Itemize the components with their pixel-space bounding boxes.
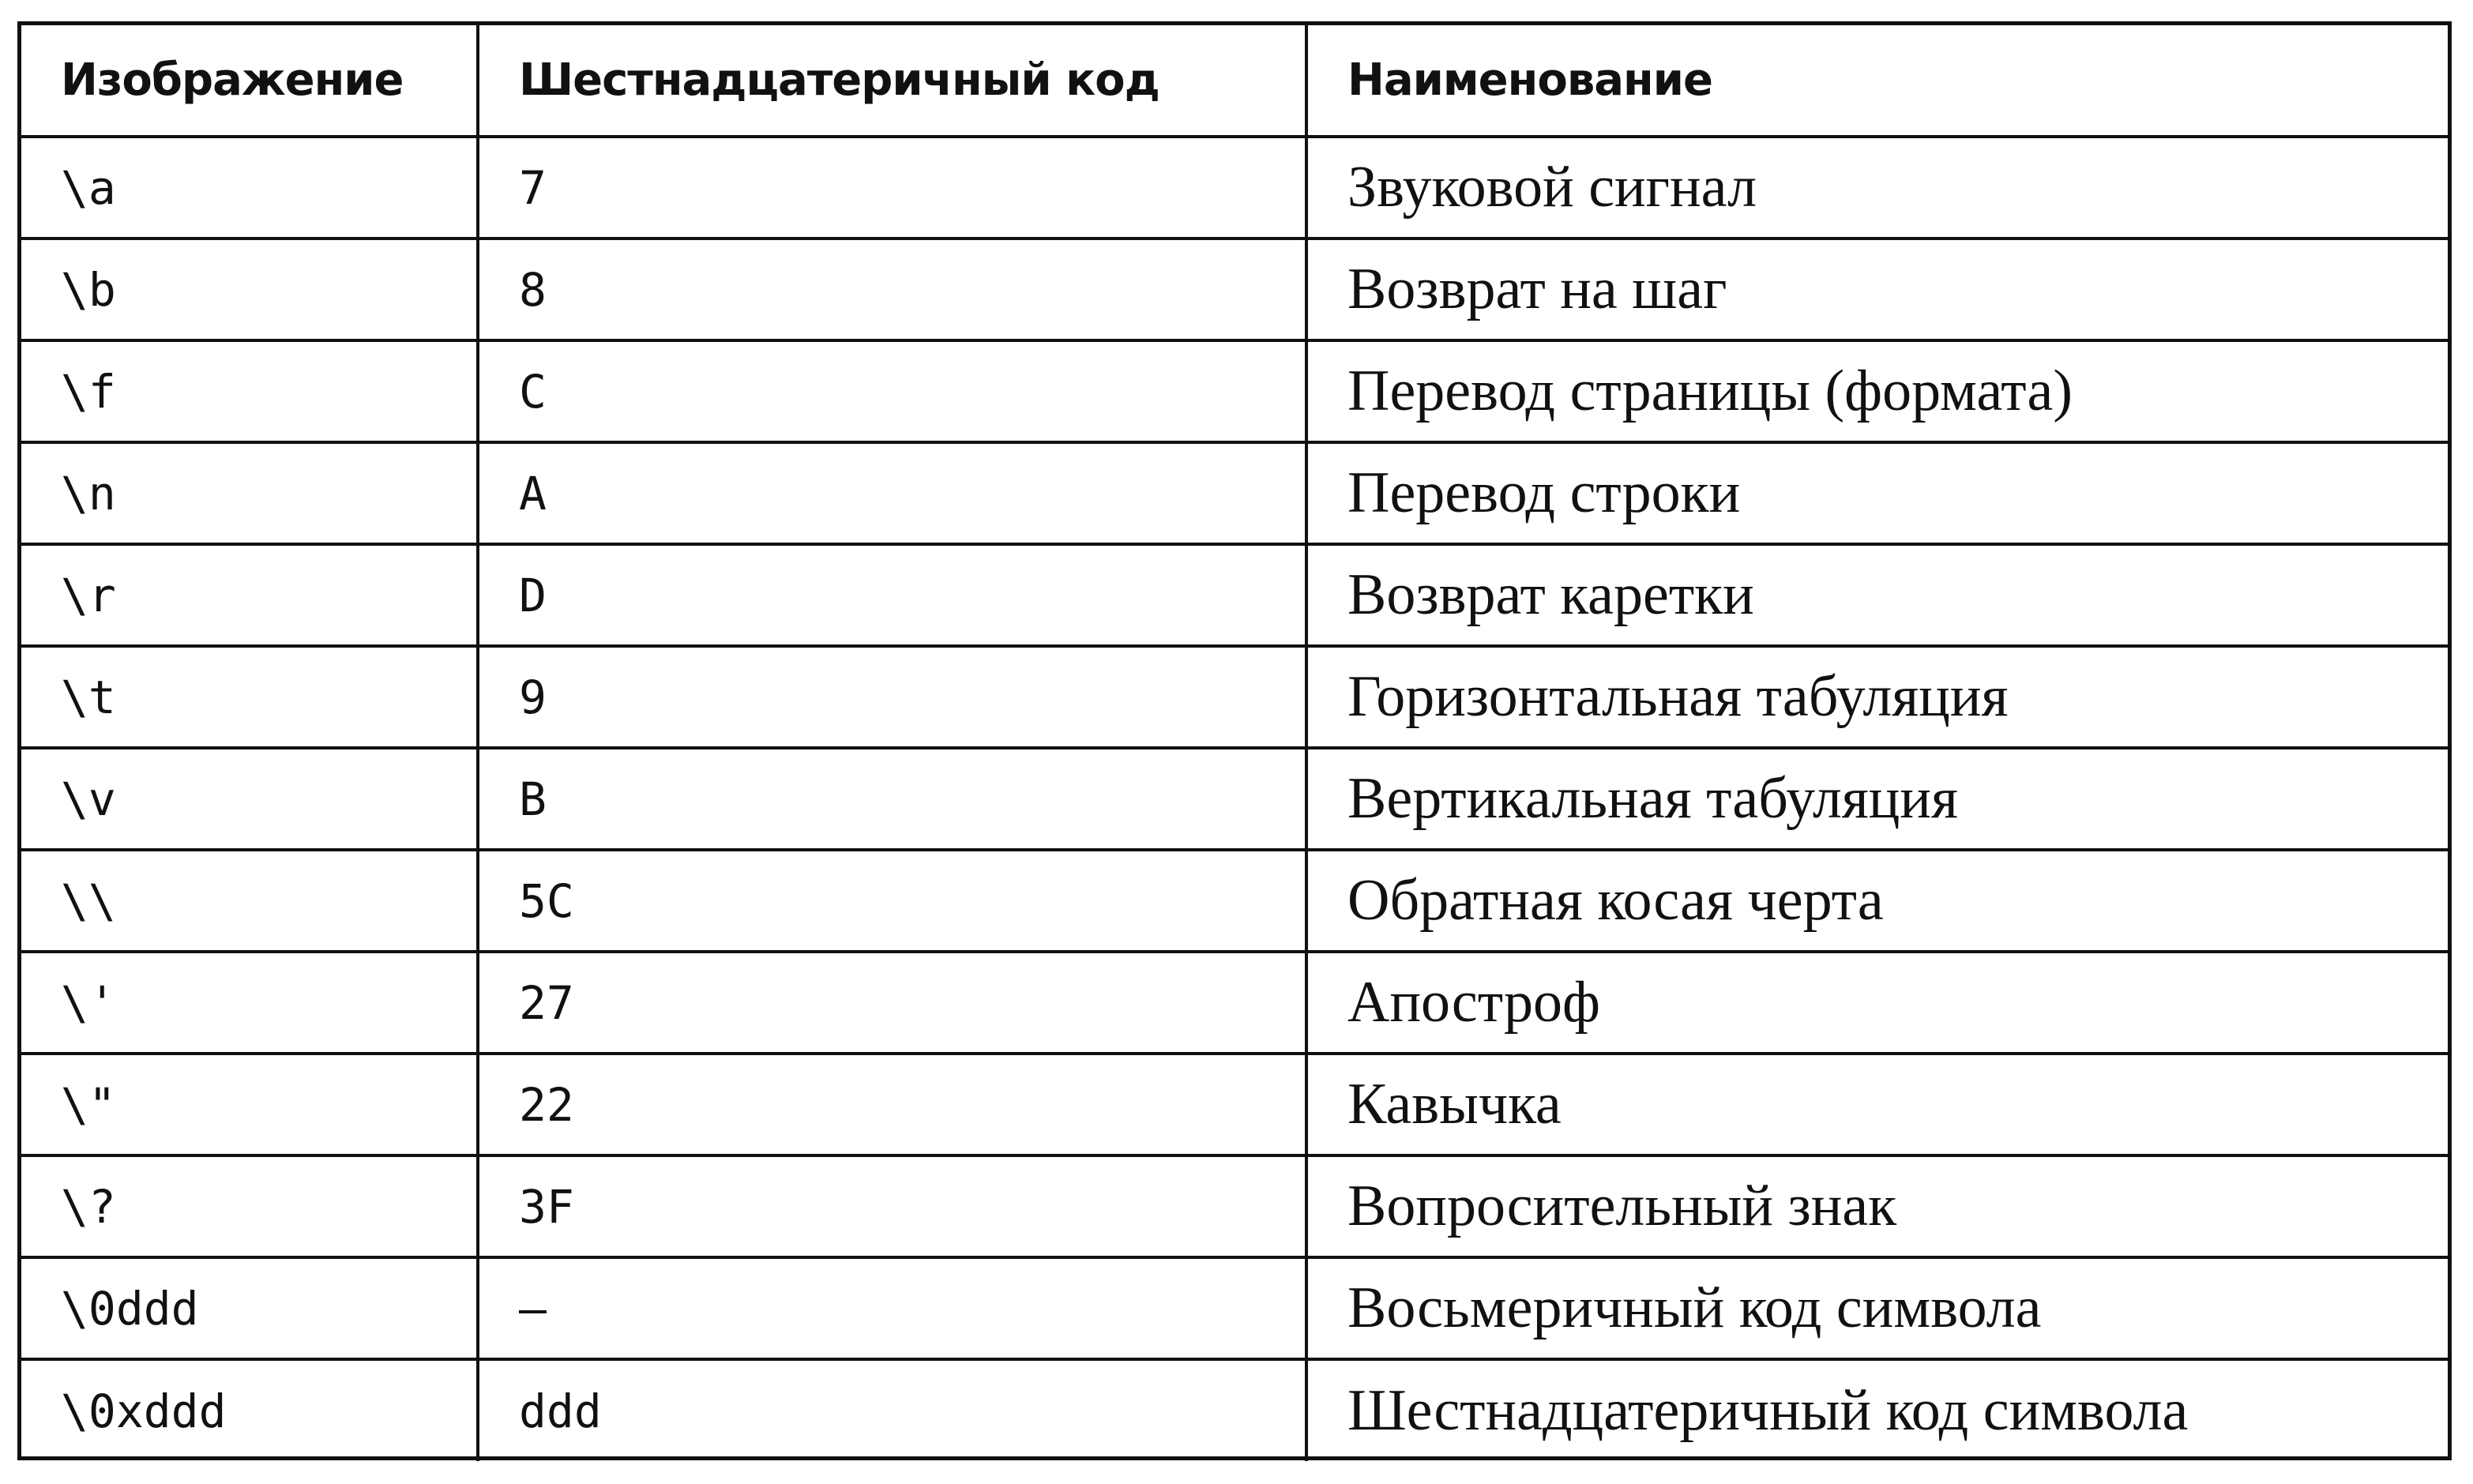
table-row (21, 748, 2448, 850)
escape-cell: \" (21, 1054, 478, 1155)
table-row (21, 137, 2448, 239)
escape-cell: \\ (21, 850, 478, 952)
table-row (21, 646, 2448, 748)
escape-cell: \0xddd (21, 1359, 478, 1461)
escape-cell: \a (21, 137, 478, 239)
column-header-name: Наименование (1306, 25, 2448, 137)
table-row (21, 442, 2448, 544)
column-header-representation: Изображение (21, 25, 478, 137)
hex-cell: — (478, 1257, 1306, 1359)
escape-sequence-table-frame (17, 21, 2452, 1460)
hex-cell: C (478, 340, 1306, 442)
name-cell: Возврат каретки (1306, 544, 2448, 646)
hex-cell: 9 (478, 646, 1306, 748)
name-cell: Звуковой сигнал (1306, 137, 2448, 239)
table-row (21, 239, 2448, 340)
name-cell: Восьмеричный код символа (1306, 1257, 2448, 1359)
name-cell: Шестнадцатеричный код символа (1306, 1359, 2448, 1461)
escape-cell: \0ddd (21, 1257, 478, 1359)
name-cell: Горизонтальная табуляция (1306, 646, 2448, 748)
table-row (21, 1054, 2448, 1155)
escape-cell: \r (21, 544, 478, 646)
name-cell: Вертикальная табуляция (1306, 748, 2448, 850)
table-row (21, 1155, 2448, 1257)
escape-cell: \t (21, 646, 478, 748)
header-row (21, 25, 2448, 137)
name-cell: Обратная косая черта (1306, 850, 2448, 952)
hex-cell: 5C (478, 850, 1306, 952)
hex-cell: 3F (478, 1155, 1306, 1257)
hex-cell: D (478, 544, 1306, 646)
table-row (21, 850, 2448, 952)
name-cell: Вопросительный знак (1306, 1155, 2448, 1257)
name-cell: Кавычка (1306, 1054, 2448, 1155)
escape-cell: \? (21, 1155, 478, 1257)
hex-cell: 22 (478, 1054, 1306, 1155)
hex-cell: 7 (478, 137, 1306, 239)
table-row (21, 952, 2448, 1054)
table-row (21, 1359, 2448, 1461)
name-cell: Перевод страницы (формата) (1306, 340, 2448, 442)
escape-cell: \v (21, 748, 478, 850)
hex-cell: 8 (478, 239, 1306, 340)
hex-cell: ddd (478, 1359, 1306, 1461)
escape-cell: \' (21, 952, 478, 1054)
escape-cell: \n (21, 442, 478, 544)
hex-cell: 27 (478, 952, 1306, 1054)
name-cell: Возврат на шаг (1306, 239, 2448, 340)
hex-cell: B (478, 748, 1306, 850)
column-header-hex-code: Шестнадцатеричный код (478, 25, 1306, 137)
escape-sequence-table (21, 25, 2448, 1461)
escape-cell: \b (21, 239, 478, 340)
table-row (21, 544, 2448, 646)
name-cell: Апостроф (1306, 952, 2448, 1054)
name-cell: Перевод строки (1306, 442, 2448, 544)
hex-cell: A (478, 442, 1306, 544)
table-row (21, 1257, 2448, 1359)
table-row (21, 340, 2448, 442)
escape-cell: \f (21, 340, 478, 442)
